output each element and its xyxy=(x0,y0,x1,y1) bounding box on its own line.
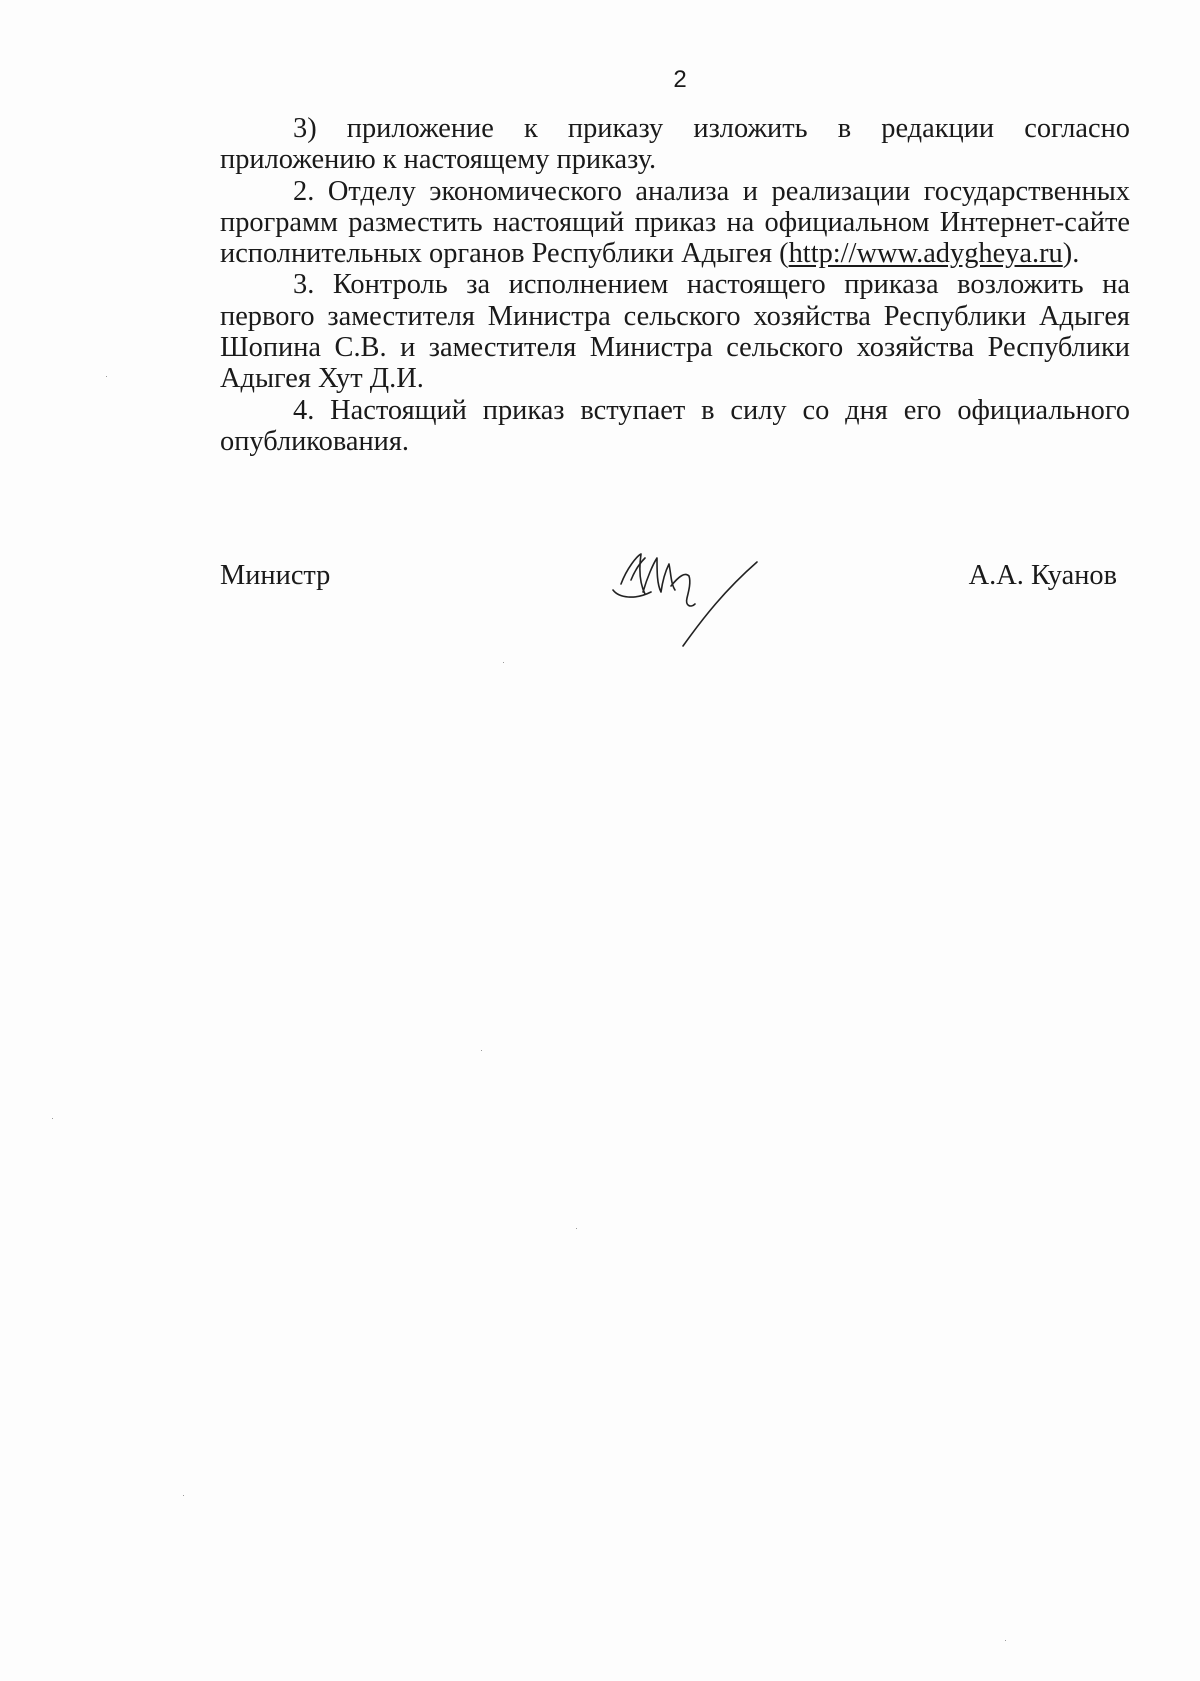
scan-speck xyxy=(1005,1640,1006,1641)
paragraph-item-3-amendment xyxy=(220,113,1130,176)
paragraph-text: 3) приложение к приказу изложить в редакции согласно приложению к настоящему приказу. xyxy=(220,113,1130,176)
document-body xyxy=(220,113,1130,457)
signature-block xyxy=(220,560,1120,670)
scan-speck xyxy=(183,1495,184,1496)
paragraph-4-effective-date xyxy=(220,395,1130,458)
paragraph-text-end: ). xyxy=(1062,238,1080,270)
handwritten-signature-icon xyxy=(605,546,765,654)
scan-speck xyxy=(52,1118,53,1119)
scan-speck xyxy=(481,1050,482,1051)
website-link[interactable]: http://www.adygheya.ru xyxy=(788,238,1063,270)
paragraph-text: 3. Контроль за исполнением настоящего приказа возложить на первого заместителя Министра сельского хозяйства Республики Адыгея Шопина С.В. и заместителя Министра сельского хозяйства Республики Адыгея Хут Д.И. xyxy=(220,269,1130,395)
paragraph-text: 4. Настоящий приказ вступает в силу со дня его официального опубликования. xyxy=(220,394,1130,457)
scan-speck xyxy=(106,376,107,377)
signatory-title: Министр xyxy=(220,560,331,591)
page-number: 2 xyxy=(673,66,687,93)
paragraph-2-publication xyxy=(220,176,1130,270)
paragraph-text: 2. Отделу экономического анализа и реализации государственных программ разместить настоящий приказ на официальном Интернет-сайте исполнительных органов Республики Адыгея ( xyxy=(220,175,1130,270)
signatory-name: А.А. Куанов xyxy=(968,560,1117,591)
scan-speck xyxy=(503,662,504,663)
paragraph-3-control xyxy=(220,269,1130,394)
scan-speck xyxy=(576,1228,577,1229)
